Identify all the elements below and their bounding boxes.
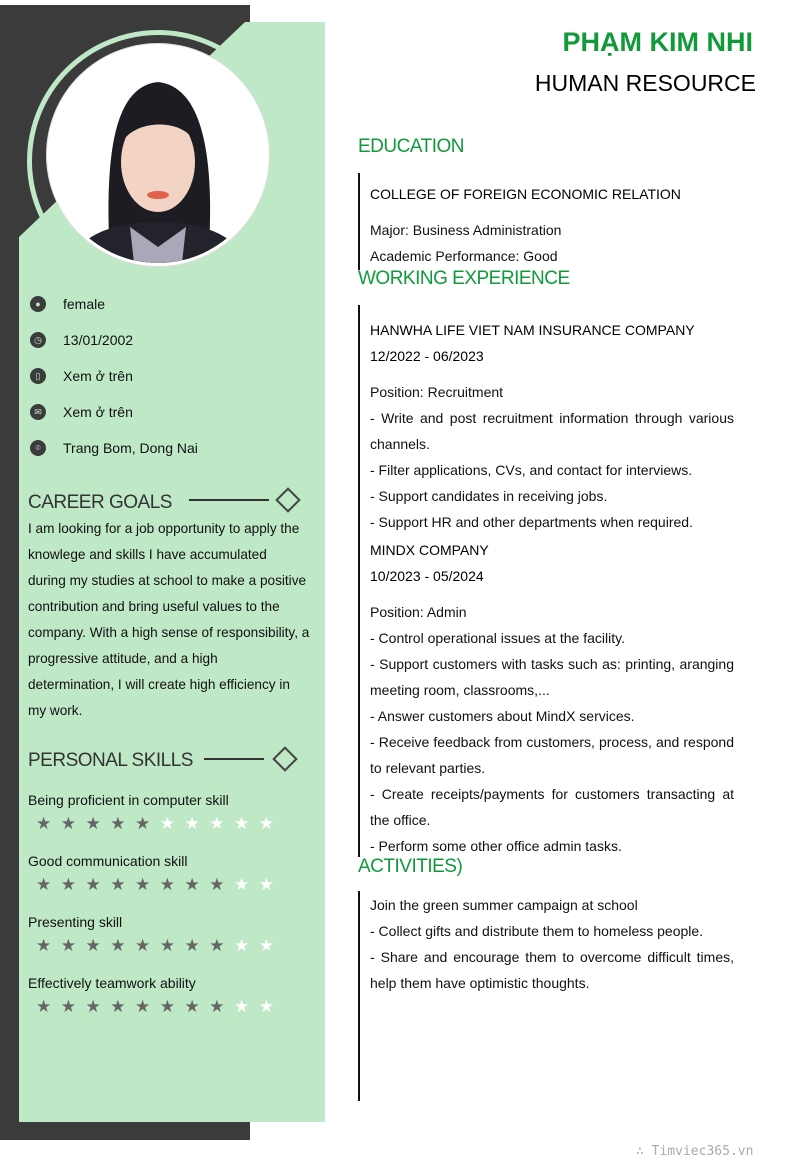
- star-filled-icon: ★: [184, 997, 200, 1016]
- career-goals-line: determination, I will create high efficiency in: [28, 677, 290, 692]
- location-icon: ⌾: [30, 440, 46, 456]
- contact-email: [30, 402, 133, 422]
- activities-heading: ACTIVITIES): [358, 856, 463, 877]
- skill-name: Being proficient in computer skill: [28, 792, 229, 808]
- career-goals-line: company. With a high sense of responsibility, a: [28, 625, 310, 640]
- job-duty: - Answer customers about MindX services.: [370, 708, 635, 724]
- contact-text: Xem ở trên: [63, 404, 133, 420]
- academic-performance: Academic Performance: Good: [370, 248, 558, 264]
- star-empty-icon: ★: [234, 997, 250, 1016]
- star-filled-icon: ★: [36, 814, 52, 833]
- contact-phone: [30, 366, 133, 386]
- star-empty-icon: ★: [258, 997, 274, 1016]
- star-empty-icon: ★: [209, 814, 225, 833]
- star-filled-icon: ★: [209, 936, 225, 955]
- star-empty-icon: ★: [234, 936, 250, 955]
- star-empty-icon: ★: [258, 814, 274, 833]
- job-period: 10/2023 - 05/2024: [370, 568, 484, 584]
- star-filled-icon: ★: [110, 814, 126, 833]
- career-goals-line: knowlege and skills I have accumulated: [28, 547, 267, 562]
- education-heading: EDUCATION: [358, 136, 464, 157]
- star-filled-icon: ★: [85, 936, 101, 955]
- job-position: Position: Recruitment: [370, 384, 504, 400]
- activities-text: [370, 892, 734, 996]
- job-block: [370, 537, 734, 859]
- watermark: ∴ Timviec365.vn: [636, 1144, 754, 1159]
- divider: [204, 758, 264, 760]
- job-block: [370, 317, 734, 535]
- job-duty: - Support customers with tasks such as: printing, aranging meeting room, classrooms,...: [370, 656, 734, 698]
- star-filled-icon: ★: [85, 997, 101, 1016]
- star-filled-icon: ★: [135, 936, 151, 955]
- job-duty: - Receive feedback from customers, process, and respond to relevant parties.: [370, 734, 734, 776]
- star-filled-icon: ★: [159, 997, 175, 1016]
- skill-name: Presenting skill: [28, 914, 123, 930]
- star-filled-icon: ★: [85, 875, 101, 894]
- star-filled-icon: ★: [209, 875, 225, 894]
- star-empty-icon: ★: [258, 936, 274, 955]
- star-empty-icon: ★: [159, 814, 175, 833]
- star-filled-icon: ★: [85, 814, 101, 833]
- activity-line: - Share and encourage them to overcome difficult times, help them have optimistic thoughts.: [370, 949, 734, 991]
- skill-name: Effectively teamwork ability: [28, 975, 196, 991]
- contact-gender: [30, 294, 105, 314]
- career-goals-line: my work.: [28, 703, 83, 718]
- job-period: 12/2022 - 06/2023: [370, 348, 484, 364]
- star-filled-icon: ★: [60, 936, 76, 955]
- candidate-name: PHẠM KIM NHI: [562, 27, 753, 57]
- skill-name: Good communication skill: [28, 853, 188, 869]
- job-position: Position: Admin: [370, 604, 467, 620]
- contact-address: [30, 438, 198, 458]
- contact-birthday: [30, 330, 133, 350]
- star-empty-icon: ★: [234, 814, 250, 833]
- email-icon: ✉: [30, 404, 46, 420]
- company-name: MINDX COMPANY: [370, 542, 489, 558]
- career-goals-line: I am looking for a job opportunity to apply the: [28, 521, 300, 536]
- job-duty: - Support HR and other departments when required.: [370, 514, 693, 530]
- timeline-line: [358, 891, 360, 1101]
- contact-text: 13/01/2002: [63, 332, 134, 348]
- contact-text: Trang Bom, Dong Nai: [63, 440, 198, 456]
- star-filled-icon: ★: [135, 997, 151, 1016]
- divider: [189, 499, 269, 501]
- profile-photo: [47, 44, 269, 266]
- career-goals-line: progressive attitude, and a high: [28, 651, 218, 666]
- job-duty: - Support candidates in receiving jobs.: [370, 488, 608, 504]
- phone-icon: ▯: [30, 368, 46, 384]
- job-duty: - Create receipts/payments for customers transacting at the office.: [370, 786, 734, 828]
- star-filled-icon: ★: [209, 997, 225, 1016]
- job-duty: - Perform some other office admin tasks.: [370, 838, 622, 854]
- career-goals-text: [28, 516, 323, 724]
- star-filled-icon: ★: [159, 875, 175, 894]
- star-filled-icon: ★: [184, 875, 200, 894]
- contact-text: Xem ở trên: [63, 368, 133, 384]
- star-filled-icon: ★: [60, 814, 76, 833]
- job-duty: - Control operational issues at the facility.: [370, 630, 625, 646]
- star-filled-icon: ★: [110, 936, 126, 955]
- star-empty-icon: ★: [258, 875, 274, 894]
- timeline-line: [358, 173, 360, 270]
- skill-rating-stars: [36, 875, 274, 895]
- star-filled-icon: ★: [60, 875, 76, 894]
- career-goals-line: contribution and bring useful values to the: [28, 599, 280, 614]
- star-filled-icon: ★: [135, 875, 151, 894]
- star-filled-icon: ★: [36, 936, 52, 955]
- contact-text: female: [63, 296, 106, 312]
- activity-line: - Collect gifts and distribute them to homeless people.: [370, 923, 704, 939]
- skill-rating-stars: [36, 936, 274, 956]
- star-filled-icon: ★: [36, 875, 52, 894]
- star-filled-icon: ★: [36, 997, 52, 1016]
- career-goals-line: during my studies at school to make a positive: [28, 573, 307, 588]
- school-name: COLLEGE OF FOREIGN ECONOMIC RELATION: [370, 186, 681, 202]
- star-empty-icon: ★: [234, 875, 250, 894]
- career-goals-heading: CAREER GOALS: [28, 492, 172, 513]
- user-icon: ●: [30, 296, 46, 312]
- timeline-line: [358, 305, 360, 857]
- skill-rating-stars: [36, 814, 274, 834]
- major: Major: Business Administration: [370, 222, 562, 238]
- job-title: HUMAN RESOURCE: [534, 70, 756, 96]
- skill-rating-stars: [36, 997, 274, 1017]
- star-filled-icon: ★: [184, 936, 200, 955]
- personal-skills-heading: PERSONAL SKILLS: [28, 750, 193, 771]
- job-duty: - Write and post recruitment information through various channels.: [370, 410, 734, 452]
- star-empty-icon: ★: [184, 814, 200, 833]
- experience-heading: WORKING EXPERIENCE: [358, 268, 570, 289]
- star-filled-icon: ★: [135, 814, 151, 833]
- activity-line: Join the green summer campaign at school: [370, 897, 638, 913]
- star-filled-icon: ★: [60, 997, 76, 1016]
- star-filled-icon: ★: [159, 936, 175, 955]
- job-duty: - Filter applications, CVs, and contact for interviews.: [370, 462, 693, 478]
- star-filled-icon: ★: [110, 997, 126, 1016]
- clock-icon: ◷: [30, 332, 46, 348]
- company-name: HANWHA LIFE VIET NAM INSURANCE COMPANY: [370, 322, 695, 338]
- star-filled-icon: ★: [110, 875, 126, 894]
